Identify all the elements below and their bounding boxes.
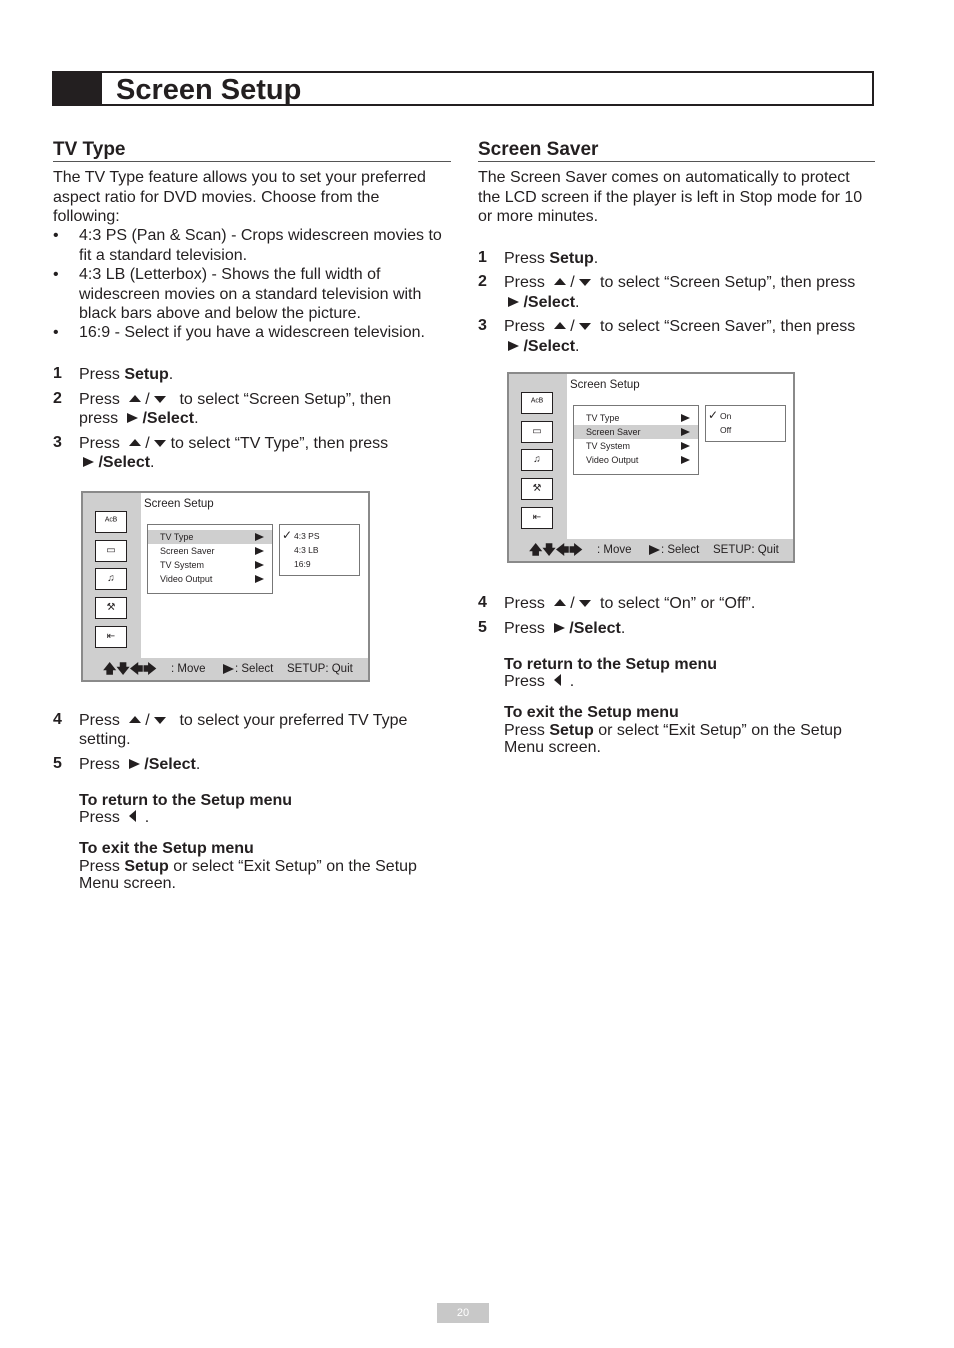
step-number: 3 [53, 434, 62, 451]
exit-heading: To exit the Setup menu [79, 840, 254, 857]
check-icon: ✓ [282, 528, 293, 542]
down-arrow-icon [154, 440, 166, 447]
up-arrow-icon [554, 599, 566, 606]
submenu-arrow-icon [255, 561, 264, 569]
step-text: Press Setup. [79, 366, 174, 383]
return-heading: To return to the Setup menu [79, 792, 293, 809]
osd-menu-item: Video Output [574, 453, 698, 467]
submenu-arrow-icon [681, 428, 690, 436]
select-arrow-icon [223, 664, 234, 674]
osd-option: 4:3 LB [294, 545, 319, 555]
bullet-dot: • [53, 324, 59, 341]
osd-screenshot [507, 372, 795, 563]
screen-saver-intro: The Screen Saver comes on automatically to protect the LCD screen if the player is left in Stop mode for 10 or more minutes. [478, 169, 863, 225]
up-arrow-icon [129, 395, 141, 402]
right-arrow-icon [127, 413, 138, 423]
step-number: 2 [53, 390, 62, 407]
submenu-arrow-icon [255, 547, 264, 555]
osd-menu-item: TV System [148, 558, 272, 572]
tools-icon: ⚒ [95, 597, 127, 619]
right-arrow-icon [129, 759, 140, 769]
step-text: /Select. [508, 337, 580, 357]
exit-text: Menu screen. [79, 875, 176, 892]
up-arrow-icon [129, 439, 141, 446]
step-text: setting. [79, 731, 131, 748]
nav-arrows-icon: 🡅🡇🡄🡆 [103, 661, 157, 676]
bullet-dot: • [53, 266, 59, 283]
step-number: 2 [478, 273, 487, 290]
step-text: Press /Select. [79, 756, 201, 773]
return-text: Press . [79, 809, 150, 826]
bullet-item: 4:3 PS (Pan & Scan) - Crops widescreen movies to fit a standard television. [79, 227, 442, 264]
right-arrow-icon [508, 297, 519, 307]
submenu-arrow-icon [255, 575, 264, 583]
step-number: 3 [478, 317, 487, 334]
exit-icon: ⇤ [95, 626, 127, 648]
right-arrow-icon [554, 623, 565, 633]
down-arrow-icon [579, 323, 591, 330]
step-number: 4 [478, 594, 487, 611]
bullet-item: 4:3 LB (Letterbox) - Shows the full width of widescreen movies on a standard television with black bars above and below the picture. [79, 266, 422, 322]
osd-title: Screen Setup [144, 498, 214, 510]
section-rule [478, 161, 875, 162]
osd-footer-quit: SETUP: Quit [287, 663, 353, 675]
exit-icon: ⇤ [521, 507, 553, 529]
osd-options [279, 524, 360, 576]
step-text: Press /Select. [504, 620, 626, 637]
language-icon: ᴬᶜᴮ [95, 511, 127, 533]
up-arrow-icon [129, 716, 141, 723]
down-arrow-icon [579, 600, 591, 607]
osd-option: ✓ On [708, 408, 732, 422]
section-rule [53, 161, 451, 162]
up-arrow-icon [554, 322, 566, 329]
osd-footer-select: : Select [661, 544, 700, 556]
tv-type-intro: The TV Type feature allows you to set your preferred aspect ratio for DVD movies. Choose from the following: [53, 169, 426, 225]
osd-menu-item: Screen Saver [574, 425, 698, 439]
right-arrow-icon [508, 341, 519, 351]
osd-option: 16:9 [294, 559, 311, 569]
audio-icon: ♫ [521, 449, 553, 471]
osd-menu-item: TV Type [574, 411, 698, 425]
osd-footer [83, 658, 368, 680]
tools-icon: ⚒ [521, 478, 553, 500]
exit-text: Press Setup or select “Exit Setup” on the Setup [79, 858, 417, 875]
osd-footer [509, 539, 793, 561]
osd-title: Screen Setup [570, 379, 640, 391]
osd-footer-select: : Select [235, 663, 274, 675]
up-arrow-icon [554, 278, 566, 285]
nav-arrows-icon: 🡅🡇🡄🡆 [529, 542, 583, 557]
down-arrow-icon [154, 717, 166, 724]
down-arrow-icon [154, 396, 166, 403]
osd-menu [573, 405, 699, 475]
return-heading: To return to the Setup menu [504, 656, 718, 673]
step-number: 5 [53, 755, 62, 772]
submenu-arrow-icon [255, 533, 264, 541]
submenu-arrow-icon [681, 442, 690, 450]
step-text: Press / to select “TV Type”, then press [79, 435, 389, 452]
osd-menu-item: TV Type [148, 530, 272, 544]
step-text: /Select. [83, 453, 155, 473]
exit-heading: To exit the Setup menu [504, 704, 679, 721]
right-arrow-icon [83, 457, 94, 467]
osd-footer-move: : Move [597, 544, 632, 556]
tv-screen-icon: ▭ [521, 421, 553, 443]
bullet-item: 16:9 - Select if you have a widescreen television. [79, 324, 425, 341]
osd-option: Off [720, 425, 732, 435]
step-number: 5 [478, 619, 487, 636]
page-number: 20 [437, 1303, 489, 1323]
exit-text: Menu screen. [504, 739, 601, 756]
exit-text: Press Setup or select “Exit Setup” on the Setup [504, 722, 842, 739]
osd-screenshot [81, 491, 370, 682]
step-text: Press / to select “Screen Setup”, then [79, 391, 392, 408]
left-arrow-icon [554, 674, 561, 686]
step-text: /Select. [508, 293, 580, 313]
audio-icon: ♫ [95, 568, 127, 590]
step-number: 1 [478, 249, 487, 266]
step-text: Press / to select your preferred TV Type [79, 712, 408, 729]
tv-type-heading: TV Type [53, 139, 126, 160]
screen-saver-heading: Screen Saver [478, 139, 599, 160]
osd-footer-move: : Move [171, 663, 206, 675]
step-number: 1 [53, 365, 62, 382]
osd-menu [147, 524, 273, 594]
osd-menu-item: Screen Saver [148, 544, 272, 558]
select-arrow-icon [649, 545, 660, 555]
down-arrow-icon [579, 279, 591, 286]
step-number: 4 [53, 711, 62, 728]
check-icon: ✓ [708, 408, 719, 422]
osd-option: ✓ 4:3 PS [282, 528, 320, 542]
step-text: press /Select. [79, 410, 199, 427]
bullet-dot: • [53, 227, 59, 244]
step-text: Press Setup. [504, 250, 599, 267]
submenu-arrow-icon [681, 414, 690, 422]
step-text: Press / to select “Screen Saver”, then press [504, 318, 856, 335]
osd-menu-item: TV System [574, 439, 698, 453]
osd-menu-item: Video Output [148, 572, 272, 586]
submenu-arrow-icon [681, 456, 690, 464]
left-arrow-icon [129, 810, 136, 822]
return-text: Press . [504, 673, 575, 690]
page-title: Screen Setup [116, 74, 302, 106]
osd-options [705, 405, 786, 442]
step-text: Press / to select “On” or “Off”. [504, 595, 756, 612]
step-text: Press / to select “Screen Setup”, then press [504, 274, 856, 291]
language-icon: ᴬᶜᴮ [521, 392, 553, 414]
tv-screen-icon: ▭ [95, 540, 127, 562]
title-bar-block [52, 71, 102, 106]
osd-footer-quit: SETUP: Quit [713, 544, 779, 556]
